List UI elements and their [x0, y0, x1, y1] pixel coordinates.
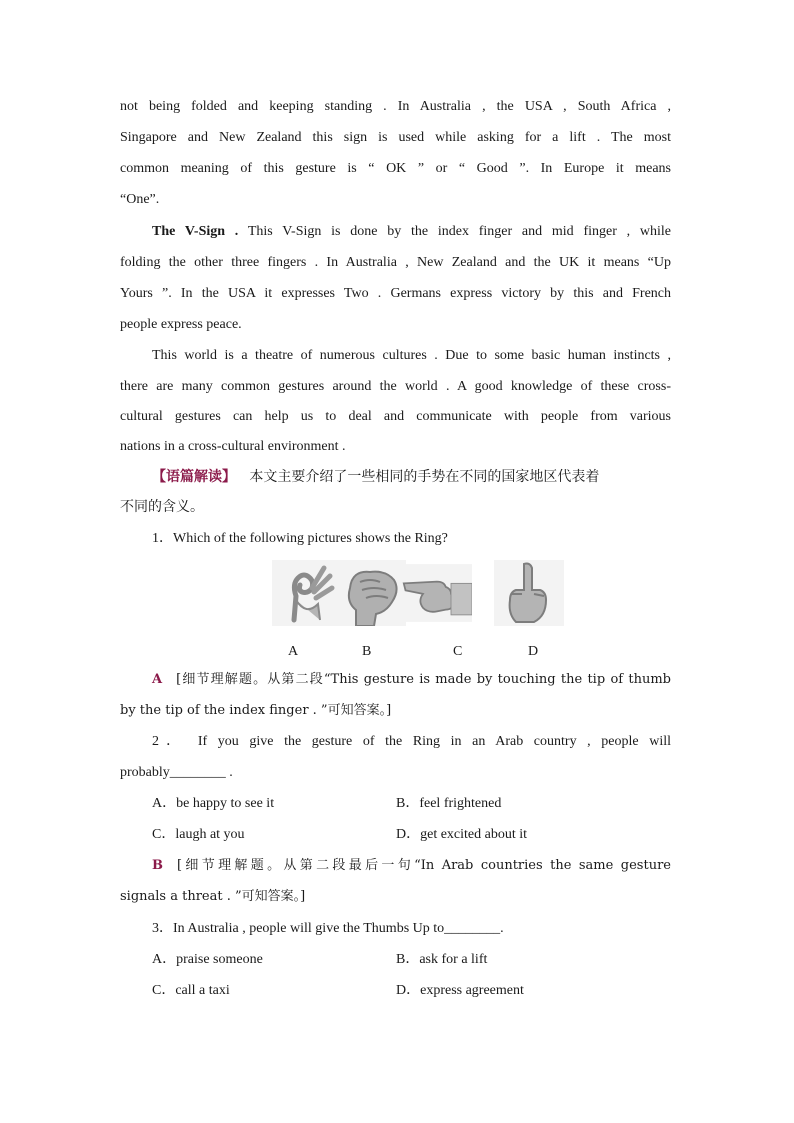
passage-line: not being folded and keeping standing . In Australia , the USA , South Africa , — [120, 99, 671, 114]
pointing-hand-icon — [402, 560, 472, 626]
question-1-stem: 1．Which of the following pictures shows the Ring? — [152, 531, 448, 546]
passage-line: nations in a cross-cultural environment . — [120, 439, 346, 454]
question-3-stem: 3．In Australia , people will give the Thumbs Up to________. — [152, 921, 504, 936]
option-b: B．feel frightened — [396, 796, 502, 811]
ok-ring-hand-icon — [272, 560, 342, 626]
explanation-text: [细节理解题。从第二段“This gesture is made by touching the tip of thumb — [176, 672, 671, 687]
option-a: A．be happy to see it — [152, 796, 275, 811]
passage-text: This V-Sign is done by the index finger and mid finger , while — [238, 224, 671, 239]
gesture-pictures — [272, 560, 562, 630]
passage-line: “One”. — [120, 192, 160, 207]
passage-line: common meaning of this gesture is “ OK ” or “ Good ”. In Europe it means — [120, 161, 671, 176]
question-2-explanation — [152, 856, 671, 876]
question-2-answer: B — [152, 858, 163, 873]
explanation-text: by the tip of the index finger . ”可知答案。] — [120, 703, 392, 718]
picture-label-d: D — [528, 644, 539, 659]
question-1-answer: A — [152, 672, 163, 687]
v-sign-heading: The V-Sign . — [152, 224, 239, 239]
analysis-line: 不同的含义。 — [120, 499, 204, 515]
passage-line: Yours ”. In the USA it expresses Two . Germans express victory by this and French — [120, 286, 671, 301]
picture-label-b: B — [362, 644, 372, 659]
passage-line — [152, 222, 671, 242]
option-c: C．laugh at you — [152, 827, 245, 842]
option-d: D．get excited about it — [396, 827, 528, 842]
passage-line: This world is a theatre of numerous cultures . Due to some basic human instincts , — [152, 348, 671, 363]
fist-hand-icon — [336, 560, 406, 626]
middle-finger-hand-icon — [494, 560, 564, 626]
picture-label-c: C — [453, 644, 463, 659]
option-c: C．call a taxi — [152, 983, 230, 998]
analysis-text: 本文主要介绍了一些相同的手势在不同的国家地区代表着 — [249, 469, 600, 485]
passage-line: Singapore and New Zealand this sign is used while asking for a lift . The most — [120, 130, 671, 145]
passage-line: people express peace. — [120, 317, 242, 332]
question-1-explanation — [152, 670, 671, 690]
explanation-text: [细节理解题。从第二段最后一句“In Arab countries the same gesture — [177, 858, 671, 873]
passage-line: folding the other three fingers . In Australia , New Zealand and the UK it means “Up — [120, 255, 671, 270]
option-b: B．ask for a lift — [396, 952, 488, 967]
analysis-line — [152, 467, 671, 487]
option-a: A．praise someone — [152, 952, 263, 967]
option-d: D．express agreement — [396, 983, 524, 998]
picture-label-a: A — [288, 644, 299, 659]
explanation-text: signals a threat . ”可知答案。] — [120, 889, 306, 904]
analysis-tag: 【语篇解读】 — [152, 469, 236, 485]
question-2-stem: probably________ . — [120, 765, 233, 780]
passage-line: there are many common gestures around the world . A good knowledge of these cross- — [120, 379, 671, 394]
passage-line: cultural gestures can help us to deal and communicate with people from various — [120, 409, 671, 424]
question-2-stem: 2． If you give the gesture of the Ring in an Arab country , people will — [152, 734, 671, 749]
